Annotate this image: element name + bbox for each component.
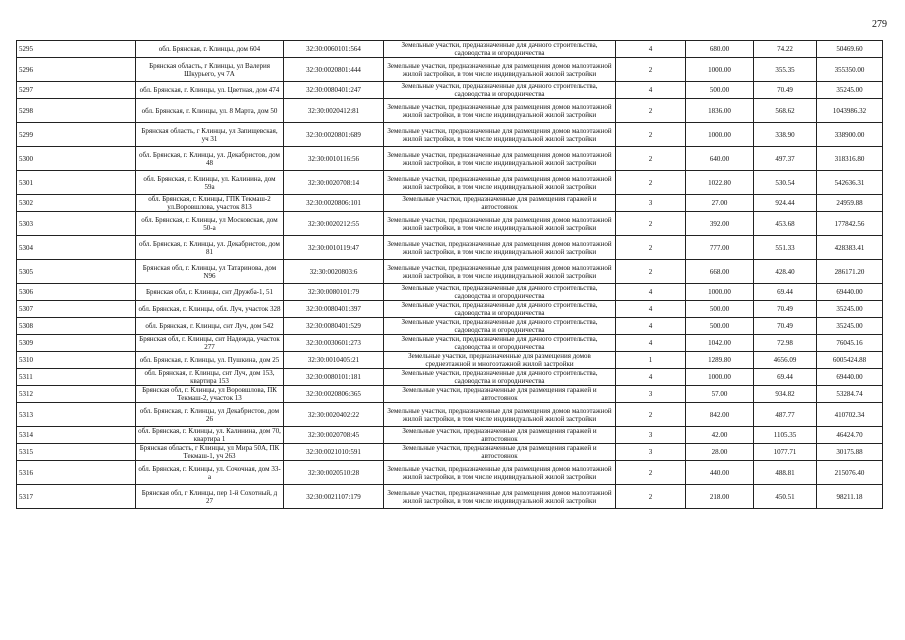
cadastral-number-cell: 32:30:0020708:45	[284, 427, 384, 444]
specific-value-cell: 530.54	[754, 171, 817, 195]
address-cell: обл. Брянская, г. Клинцы, ГПК Текмаш-2 ул.Воровшлова, участок 813	[136, 195, 284, 212]
specific-value-cell: 74.22	[754, 41, 817, 58]
row-id-cell: 5307	[17, 301, 136, 318]
table-row	[17, 99, 883, 123]
category-cell: 2	[616, 236, 686, 260]
permitted-use-cell: Земельные участки, предназначенные для размещения домов малоэтажной жилой застройки, в том числе индивидуальной жилой застройки	[384, 236, 616, 260]
area-cell: 57.00	[686, 386, 754, 403]
cadastral-number-cell: 32:30:0020402:22	[284, 403, 384, 427]
permitted-use-cell: Земельные участки, предназначенные для размещения домов малоэтажной жилой застройки, в том числе индивидуальной жилой застройки	[384, 403, 616, 427]
category-cell: 3	[616, 195, 686, 212]
table-row	[17, 444, 883, 461]
cadastral-value-cell: 53284.74	[817, 386, 883, 403]
permitted-use-cell: Земельные участки, предназначенные для дачного строительства, садоводства и огородничества	[384, 284, 616, 301]
cadastral-value-cell: 355350.00	[817, 58, 883, 82]
area-cell: 1000.00	[686, 123, 754, 147]
specific-value-cell: 488.81	[754, 461, 817, 485]
cadastral-value-cell: 338900.00	[817, 123, 883, 147]
table-row	[17, 318, 883, 335]
address-cell: Брянская обл, г. Клинцы, ул Воровшлова, ПК Текмаш-2, участок 13	[136, 386, 284, 403]
category-cell: 2	[616, 147, 686, 171]
table-row	[17, 301, 883, 318]
table-row	[17, 41, 883, 58]
cadastral-number-cell: 32:30:0020212:55	[284, 212, 384, 236]
address-cell: обл. Брянская, г. Клинцы, ул. Цветная, дом 474	[136, 82, 284, 99]
cadastral-number-cell: 32:30:0080101:79	[284, 284, 384, 301]
row-id-cell: 5303	[17, 212, 136, 236]
specific-value-cell: 1077.71	[754, 444, 817, 461]
cadastral-number-cell: 32:30:0020708:14	[284, 171, 384, 195]
permitted-use-cell: Земельные участки, предназначенные для дачного строительства, садоводства и огородничества	[384, 41, 616, 58]
area-cell: 777.00	[686, 236, 754, 260]
table-body	[17, 41, 883, 509]
permitted-use-cell: Земельные участки, предназначенные для дачного строительства, садоводства и огородничества	[384, 369, 616, 386]
area-cell: 1042.00	[686, 335, 754, 352]
address-cell: обл. Брянская, г. Клинцы, дом 604	[136, 41, 284, 58]
cadastral-value-cell: 6005424.88	[817, 352, 883, 369]
row-id-cell: 5316	[17, 461, 136, 485]
row-id-cell: 5309	[17, 335, 136, 352]
cadastral-value-cell: 50469.60	[817, 41, 883, 58]
category-cell: 2	[616, 260, 686, 284]
specific-value-cell: 428.40	[754, 260, 817, 284]
address-cell: обл. Брянская, г. Клинцы, ул Московская, дом 50-а	[136, 212, 284, 236]
cadastral-value-cell: 35245.00	[817, 301, 883, 318]
row-id-cell: 5304	[17, 236, 136, 260]
area-cell: 668.00	[686, 260, 754, 284]
category-cell: 4	[616, 318, 686, 335]
cadastral-value-cell: 542636.31	[817, 171, 883, 195]
specific-value-cell: 1105.35	[754, 427, 817, 444]
category-cell: 4	[616, 335, 686, 352]
row-id-cell: 5310	[17, 352, 136, 369]
cadastral-value-cell: 69440.00	[817, 284, 883, 301]
row-id-cell: 5298	[17, 99, 136, 123]
category-cell: 4	[616, 369, 686, 386]
cadastral-number-cell: 32:30:0010405:21	[284, 352, 384, 369]
table-row	[17, 123, 883, 147]
table-row	[17, 335, 883, 352]
permitted-use-cell: Земельные участки, предназначенные для размещения домов среднеэтажной и многоэтажной жилой застройки	[384, 352, 616, 369]
cadastral-value-cell: 35245.00	[817, 318, 883, 335]
cadastral-number-cell: 32:30:0060101:564	[284, 41, 384, 58]
permitted-use-cell: Земельные участки, предназначенные для размещения домов малоэтажной жилой застройки, в том числе индивидуальной жилой застройки	[384, 99, 616, 123]
permitted-use-cell: Земельные участки, предназначенные для дачного строительства, садоводства и огородничества	[384, 301, 616, 318]
specific-value-cell: 4656.09	[754, 352, 817, 369]
category-cell: 4	[616, 284, 686, 301]
area-cell: 640.00	[686, 147, 754, 171]
address-cell: обл. Брянская, г. Клинцы, снт Луч, дом 542	[136, 318, 284, 335]
permitted-use-cell: Земельные участки, предназначенные для размещения домов малоэтажной жилой застройки, в том числе индивидуальной жилой застройки	[384, 260, 616, 284]
table-row	[17, 386, 883, 403]
cadastral-number-cell: 32:30:0020412:81	[284, 99, 384, 123]
specific-value-cell: 70.49	[754, 82, 817, 99]
specific-value-cell: 72.98	[754, 335, 817, 352]
table-row	[17, 82, 883, 99]
specific-value-cell: 497.37	[754, 147, 817, 171]
category-cell: 2	[616, 461, 686, 485]
row-id-cell: 5301	[17, 171, 136, 195]
address-cell: Брянская обл, г. Клинцы, снт Надежда, участок 277	[136, 335, 284, 352]
cadastral-number-cell: 32:30:0080401:397	[284, 301, 384, 318]
area-cell: 1022.80	[686, 171, 754, 195]
category-cell: 2	[616, 58, 686, 82]
area-cell: 500.00	[686, 318, 754, 335]
row-id-cell: 5315	[17, 444, 136, 461]
permitted-use-cell: Земельные участки, предназначенные для размещения домов малоэтажной жилой застройки, в том числе индивидуальной жилой застройки	[384, 171, 616, 195]
category-cell: 4	[616, 301, 686, 318]
specific-value-cell: 69.44	[754, 284, 817, 301]
address-cell: обл. Брянская, г. Клинцы, ул. Калинина, дом 70, квартира 1	[136, 427, 284, 444]
table-row	[17, 461, 883, 485]
table-row	[17, 427, 883, 444]
area-cell: 440.00	[686, 461, 754, 485]
table-row	[17, 58, 883, 82]
category-cell: 2	[616, 123, 686, 147]
cadastral-number-cell: 32:30:0030601:273	[284, 335, 384, 352]
permitted-use-cell: Земельные участки, предназначенные для размещения домов малоэтажной жилой застройки, в том числе индивидуальной жилой застройки	[384, 212, 616, 236]
table-row	[17, 352, 883, 369]
category-cell: 2	[616, 171, 686, 195]
area-cell: 218.00	[686, 485, 754, 509]
cadastral-value-cell: 46424.70	[817, 427, 883, 444]
cadastral-number-cell: 32:30:0080401:529	[284, 318, 384, 335]
cadastral-value-cell: 410702.34	[817, 403, 883, 427]
category-cell: 4	[616, 41, 686, 58]
permitted-use-cell: Земельные участки, предназначенные для размещения домов малоэтажной жилой застройки, в том числе индивидуальной жилой застройки	[384, 123, 616, 147]
category-cell: 3	[616, 386, 686, 403]
permitted-use-cell: Земельные участки, предназначенные для размещения гаражей и автостоянок	[384, 195, 616, 212]
cadastral-number-cell: 32:30:0020801:689	[284, 123, 384, 147]
address-cell: обл. Брянская, г. Клинцы, ул Декабристов, дом 26	[136, 403, 284, 427]
cadastral-number-cell: 32:30:0020806:101	[284, 195, 384, 212]
address-cell: обл. Брянская, г. Клинцы, ул. Декабристов, дом 48	[136, 147, 284, 171]
address-cell: Брянская обл, г Клинцы, пер 1-й Сохотный, д 27	[136, 485, 284, 509]
cadastral-value-cell: 1043986.32	[817, 99, 883, 123]
cadastral-number-cell: 32:30:0020510:28	[284, 461, 384, 485]
category-cell: 2	[616, 485, 686, 509]
specific-value-cell: 924.44	[754, 195, 817, 212]
area-cell: 1836.00	[686, 99, 754, 123]
permitted-use-cell: Земельные участки, предназначенные для дачного строительства, садоводства и огородничества	[384, 82, 616, 99]
category-cell: 1	[616, 352, 686, 369]
category-cell: 2	[616, 99, 686, 123]
cadastral-value-cell: 318316.80	[817, 147, 883, 171]
area-cell: 500.00	[686, 301, 754, 318]
area-cell: 27.00	[686, 195, 754, 212]
specific-value-cell: 450.51	[754, 485, 817, 509]
row-id-cell: 5314	[17, 427, 136, 444]
cadastral-value-cell: 428383.41	[817, 236, 883, 260]
area-cell: 680.00	[686, 41, 754, 58]
area-cell: 500.00	[686, 82, 754, 99]
area-cell: 42.00	[686, 427, 754, 444]
row-id-cell: 5296	[17, 58, 136, 82]
row-id-cell: 5297	[17, 82, 136, 99]
specific-value-cell: 487.77	[754, 403, 817, 427]
table-row	[17, 195, 883, 212]
cadastral-value-cell: 30175.88	[817, 444, 883, 461]
cadastral-value-cell: 98211.18	[817, 485, 883, 509]
area-cell: 1289.80	[686, 352, 754, 369]
specific-value-cell: 453.68	[754, 212, 817, 236]
table-row	[17, 403, 883, 427]
row-id-cell: 5308	[17, 318, 136, 335]
row-id-cell: 5313	[17, 403, 136, 427]
table-row	[17, 369, 883, 386]
table-row	[17, 236, 883, 260]
cadastral-value-cell: 76045.16	[817, 335, 883, 352]
cadastral-number-cell: 32:30:0021107:179	[284, 485, 384, 509]
cadastral-value-cell: 286171.20	[817, 260, 883, 284]
table-row	[17, 284, 883, 301]
area-cell: 1000.00	[686, 369, 754, 386]
cadastral-number-cell: 32:30:0020803:6	[284, 260, 384, 284]
page-number: 279	[872, 19, 887, 30]
table-row	[17, 260, 883, 284]
land-registry-table	[16, 40, 883, 509]
row-id-cell: 5300	[17, 147, 136, 171]
category-cell: 2	[616, 212, 686, 236]
cadastral-value-cell: 35245.00	[817, 82, 883, 99]
address-cell: обл. Брянская, г. Клинцы, обл. Луч, участок 328	[136, 301, 284, 318]
address-cell: Брянская область, г Клинцы, ул Запищевская, уч 31	[136, 123, 284, 147]
category-cell: 3	[616, 427, 686, 444]
permitted-use-cell: Земельные участки, предназначенные для размещения гаражей и автостоянок	[384, 427, 616, 444]
row-id-cell: 5312	[17, 386, 136, 403]
permitted-use-cell: Земельные участки, предназначенные для размещения гаражей и автостоянок	[384, 386, 616, 403]
address-cell: обл. Брянская, г. Клинцы, ул. Сочочная, дом 33-а	[136, 461, 284, 485]
address-cell: Брянская область, г Клинцы, ул Мира 50А, ПК Текмаш-1, уч 263	[136, 444, 284, 461]
table-row	[17, 485, 883, 509]
address-cell: Брянская обл, г. Клинцы, ул Татаринова, дом N96	[136, 260, 284, 284]
cadastral-number-cell: 32:30:0021010:591	[284, 444, 384, 461]
cadastral-number-cell: 32:30:0020801:444	[284, 58, 384, 82]
table-row	[17, 147, 883, 171]
area-cell: 392.00	[686, 212, 754, 236]
permitted-use-cell: Земельные участки, предназначенные для размещения домов малоэтажной жилой застройки, в том числе индивидуальной жилой застройки	[384, 58, 616, 82]
permitted-use-cell: Земельные участки, предназначенные для дачного строительства, садоводства и огородничества	[384, 318, 616, 335]
area-cell: 28.00	[686, 444, 754, 461]
specific-value-cell: 70.49	[754, 301, 817, 318]
permitted-use-cell: Земельные участки, предназначенные для размещения домов малоэтажной жилой застройки, в том числе индивидуальной жилой застройки	[384, 147, 616, 171]
specific-value-cell: 934.82	[754, 386, 817, 403]
cadastral-number-cell: 32:30:0010116:56	[284, 147, 384, 171]
table-row	[17, 171, 883, 195]
category-cell: 2	[616, 403, 686, 427]
row-id-cell: 5305	[17, 260, 136, 284]
specific-value-cell: 338.90	[754, 123, 817, 147]
category-cell: 3	[616, 444, 686, 461]
specific-value-cell: 355.35	[754, 58, 817, 82]
specific-value-cell: 568.62	[754, 99, 817, 123]
row-id-cell: 5299	[17, 123, 136, 147]
cadastral-value-cell: 24959.88	[817, 195, 883, 212]
address-cell: обл. Брянская, г. Клинцы, ул. Пушкина, дом 25	[136, 352, 284, 369]
specific-value-cell: 551.33	[754, 236, 817, 260]
cadastral-value-cell: 177842.56	[817, 212, 883, 236]
address-cell: Брянская обл, г. Клинцы, снт Дружба-1, 51	[136, 284, 284, 301]
row-id-cell: 5295	[17, 41, 136, 58]
cadastral-value-cell: 215076.40	[817, 461, 883, 485]
cadastral-number-cell: 32:30:0080401:247	[284, 82, 384, 99]
cadastral-number-cell: 32:30:0080101:181	[284, 369, 384, 386]
permitted-use-cell: Земельные участки, предназначенные для размещения гаражей и автостоянок	[384, 444, 616, 461]
cadastral-number-cell: 32:30:0010119:47	[284, 236, 384, 260]
area-cell: 1000.00	[686, 58, 754, 82]
row-id-cell: 5311	[17, 369, 136, 386]
address-cell: обл. Брянская, г. Клинцы, ул. Декабристов, дом 81	[136, 236, 284, 260]
area-cell: 842.00	[686, 403, 754, 427]
cadastral-value-cell: 69440.00	[817, 369, 883, 386]
permitted-use-cell: Земельные участки, предназначенные для дачного строительства, садоводства и огородничества	[384, 335, 616, 352]
permitted-use-cell: Земельные участки, предназначенные для размещения домов малоэтажной жилой застройки, в том числе индивидуальной жилой застройки	[384, 485, 616, 509]
specific-value-cell: 70.49	[754, 318, 817, 335]
address-cell: обл. Брянская, г. Клинцы, снт Луч, дом 153, квартира 153	[136, 369, 284, 386]
category-cell: 4	[616, 82, 686, 99]
row-id-cell: 5306	[17, 284, 136, 301]
address-cell: обл. Брянская, г. Клинцы, ул. 8 Марта, дом 50	[136, 99, 284, 123]
row-id-cell: 5302	[17, 195, 136, 212]
specific-value-cell: 69.44	[754, 369, 817, 386]
row-id-cell: 5317	[17, 485, 136, 509]
address-cell: обл. Брянская, г. Клинцы, ул. Калинина, дом 59а	[136, 171, 284, 195]
table-row	[17, 212, 883, 236]
permitted-use-cell: Земельные участки, предназначенные для размещения домов малоэтажной жилой застройки, в том числе индивидуальной жилой застройки	[384, 461, 616, 485]
area-cell: 1000.00	[686, 284, 754, 301]
address-cell: Брянская область, г Клинцы, ул Валерия Шкурьего, уч 7А	[136, 58, 284, 82]
cadastral-number-cell: 32:30:0020806:365	[284, 386, 384, 403]
